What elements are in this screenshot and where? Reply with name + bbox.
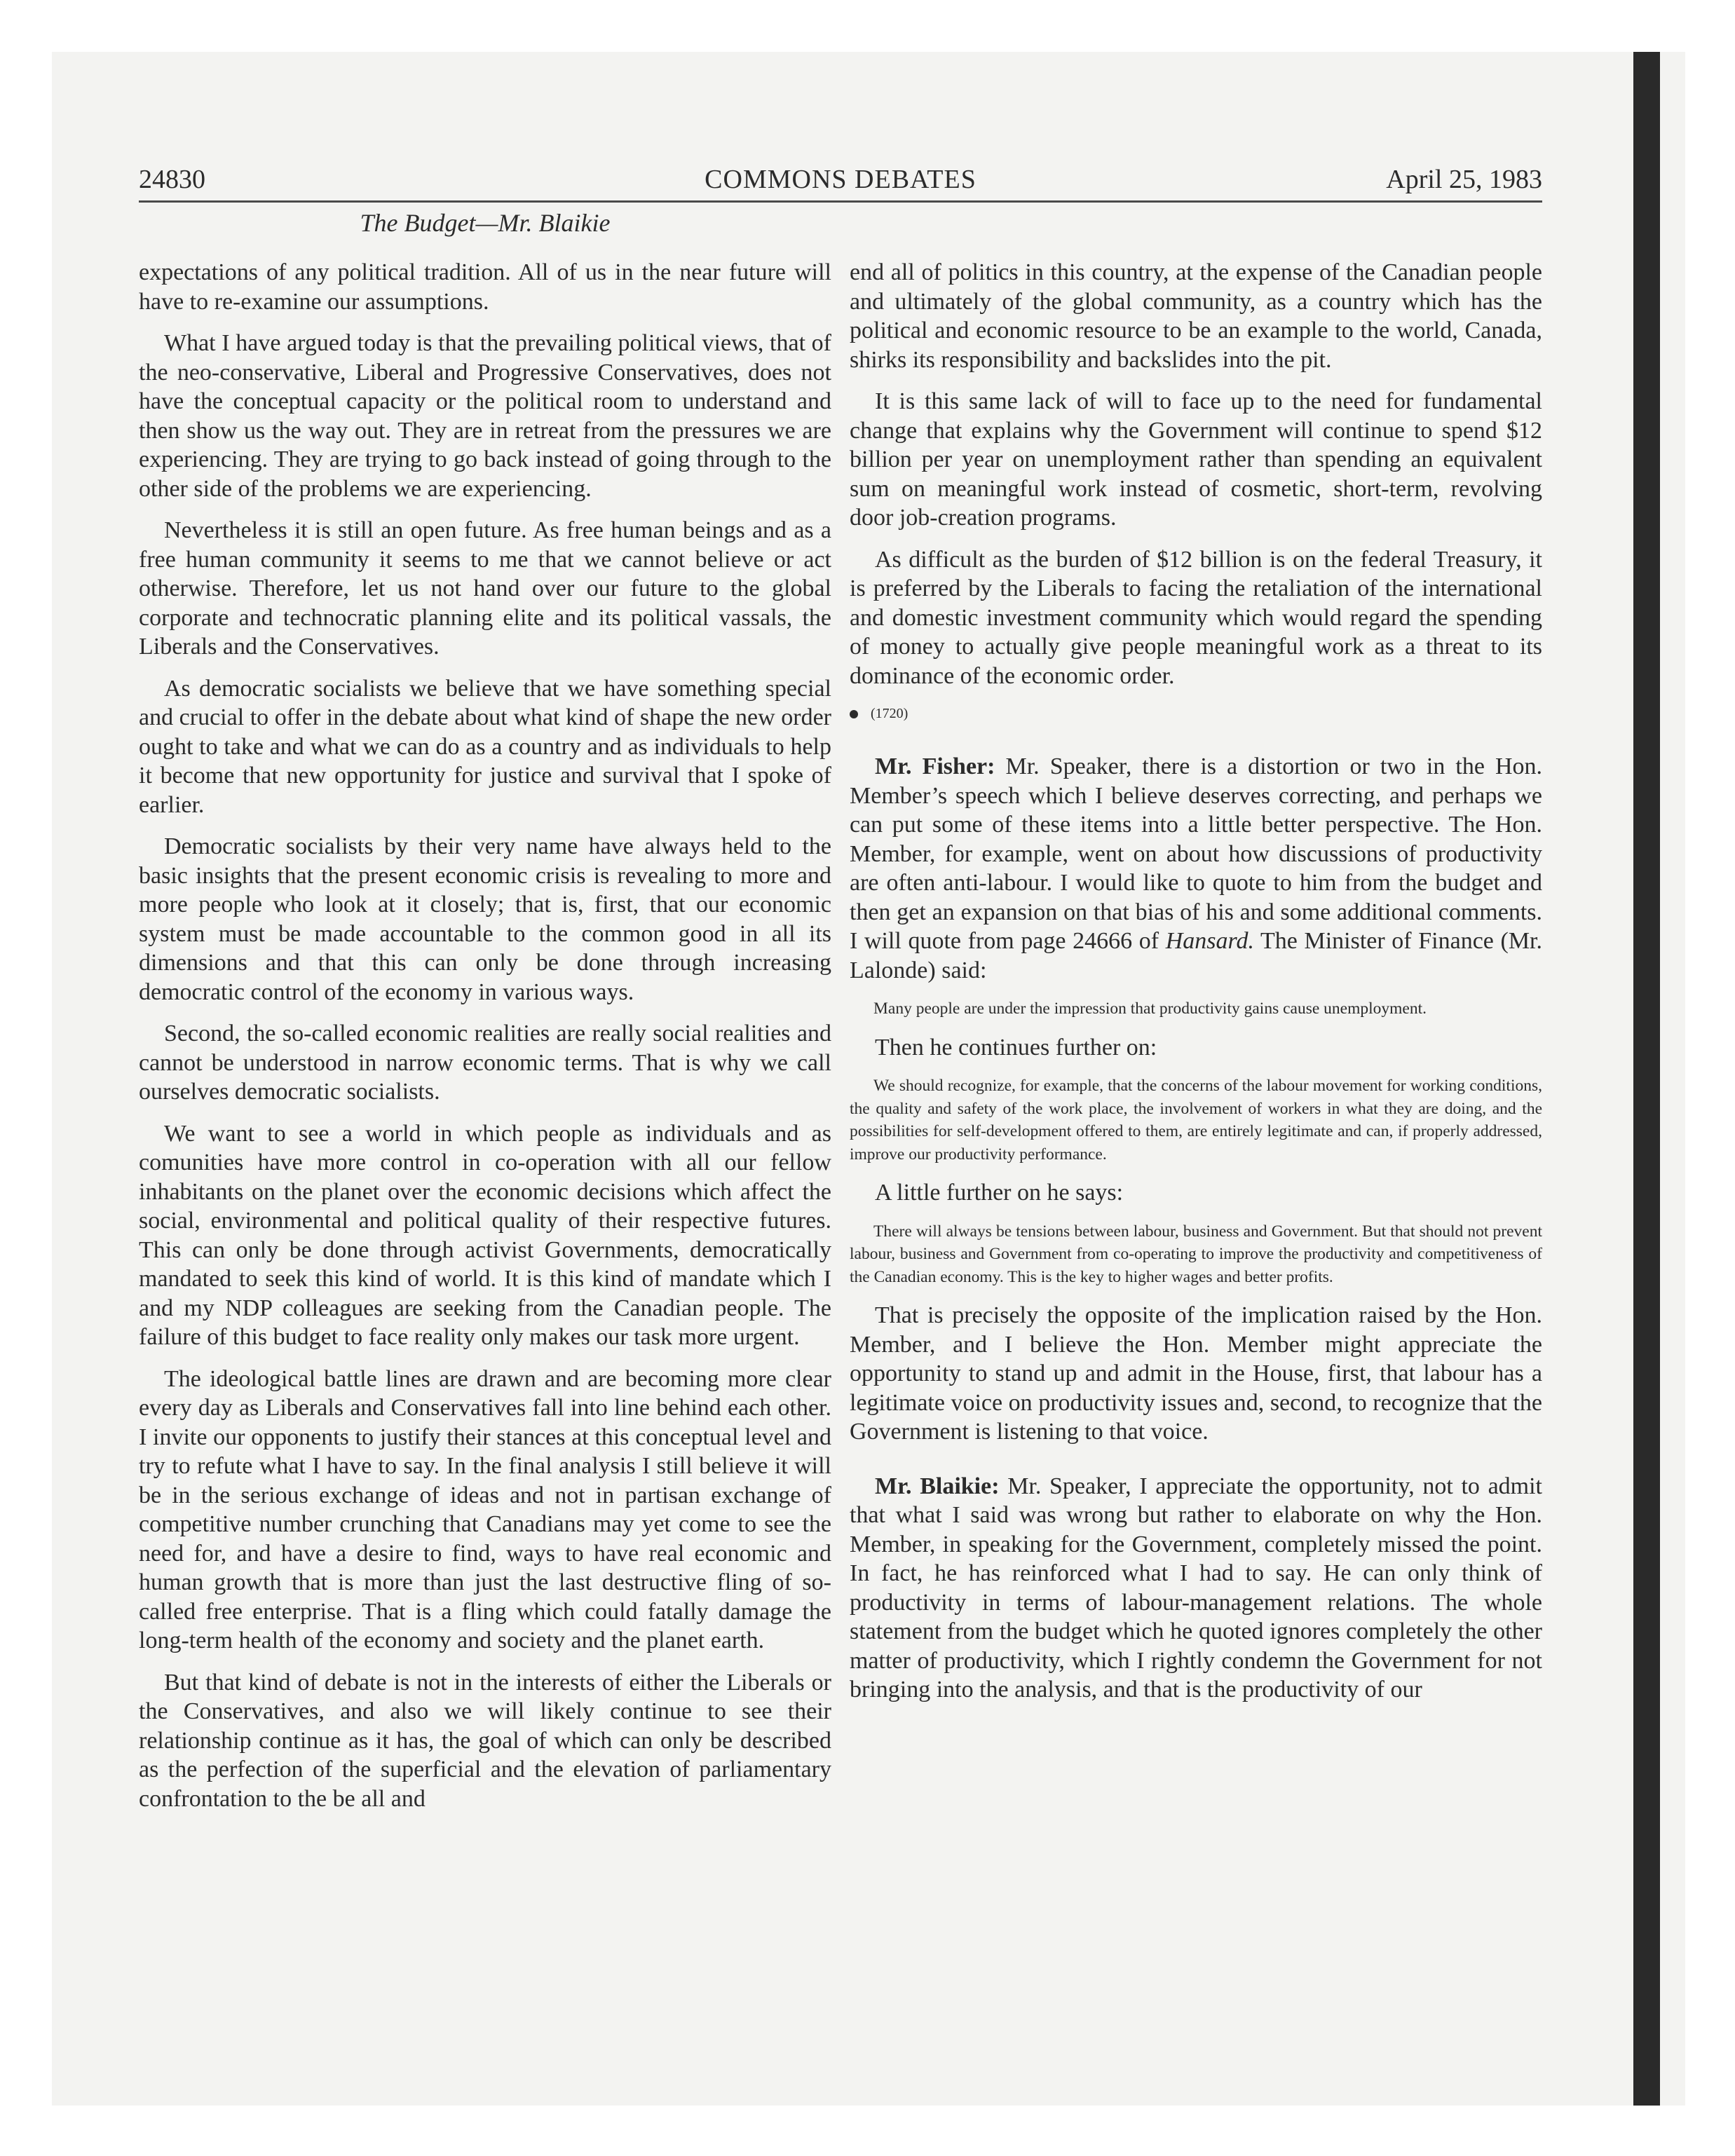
paragraph: expectations of any political tradition. All of us in the near future will have to re-examine our assumptions. [139, 259, 831, 315]
speaker-name: Mr. Blaikie: [875, 1473, 1000, 1499]
binding-edge [1633, 52, 1660, 2106]
paragraph: Then he continues further on: [875, 1034, 1157, 1060]
page-header [139, 164, 1542, 203]
paragraph: As democratic socialists we believe that we have something special and crucial to offer in the debate about what kind of shape the new order ought to take and what we can do as a country and as individuals to help it become that new opportunity for justice and survival that I spoke of earlier. [139, 675, 831, 818]
speech-blaikie [850, 1472, 1542, 1705]
paragraph: A little further on he says: [875, 1180, 1124, 1206]
paragraph: It is this same lack of will to face up to the need for fundamental change that explains why the Government will continue to spend $12 billion per year on unemployment rather than spending an equivalent sum on meaningful work instead of cosmetic, short-term, revolving door job-creation programs. [850, 388, 1542, 531]
speech-text: The Minister of Finance (Mr. Lalonde) said: [850, 928, 1542, 983]
speech-fisher [850, 752, 1542, 985]
left-column [139, 258, 831, 1826]
paragraph: What I have argued today is that the prevailing political views, that of the neo-conservative, Liberal and Progressive Conservatives, does not have the conceptual capacity or the political room to understand and then show us the way out. They are in retreat from the pressures we are experiencing. They are trying to go back instead of going through to the other side of the problems we are experiencing. [139, 330, 831, 502]
speaker-name: Mr. Fisher: [875, 753, 995, 779]
block-quote: We should recognize, for example, that the concerns of the labour movement for working conditions, the quality and safety of the work place, the involvement of workers in what they are doing, and the possibilities for self-development offered to them, are entirely legitimate and can, if properly addressed, improve our productivity performance. [850, 1077, 1542, 1164]
paragraph: Democratic socialists by their very name have always held to the basic insights that the present economic crisis is revealing to more and more people who look at it closely; that is, first, that our economic system must be made accountable to the common good in all its dimensions and that this can only be done through increasing democratic control of the economy in various ways. [139, 833, 831, 1005]
speech-text: Mr. Speaker, there is a distortion or two in the Hon. Member’s speech which I believe deserves correcting, and perhaps we can put some of these items into a little better perspective. The Hon. Member, for example, went on about how discussions of productivity are often anti-labour. I would like to quote to him from the budget and then get an expansion on that bias of his and some additional comments. I will quote from page 24666 of [850, 753, 1542, 954]
time-marker-label: (1720) [871, 706, 909, 721]
speech-text: Mr. Speaker, I appreciate the opportunity, not to admit that what I said was wrong but rather to elaborate on why the Hon. Member, in speaking for the Government, completely missed the point. In fact, he has reinforced what I had to say. He can only think of productivity in terms of labour-management relations. The whole statement from the budget which he quoted ignores completely the other matter of productivity, which I rightly condemn the Government for not bringing into the analysis, and that is the productivity of our [850, 1473, 1543, 1703]
paragraph: The ideological battle lines are drawn and are becoming more clear every day as Liberals and Conservatives fall into line behind each other. I invite our opponents to justify their stances at this conceptual level and try to refute what I have to say. In the final analysis I still believe it will be in the serious exchange of ideas and not in partisan exchange of competitive number crunching that Canadians may yet come to see the need for, and have a desire to find, ways to have real economic and human growth that is more than just the last destructive fling of so-called free enterprise. That is a fling which could fatally damage the long-term health of the economy and society and the planet earth. [139, 1365, 831, 1653]
page-number: 24830 [139, 165, 205, 194]
block-quote: Many people are under the impression that productivity gains cause unemployment. [873, 999, 1427, 1018]
block-quote: There will always be tensions between labour, business and Government. But that should not prevent labour, business and Government from co-operating to improve the productivity and competitiveness of the Canadian economy. This is the key to higher wages and better profits. [850, 1222, 1542, 1286]
time-marker [850, 703, 1542, 724]
paragraph: Second, the so-called economic realities are really social realities and cannot be understood in narrow economic terms. That is why we call ourselves democratic socialists. [139, 1021, 831, 1105]
right-column [850, 258, 1542, 1717]
paragraph: end all of politics in this country, at the expense of the Canadian people and ultimately of the global community, as a country which has the political and economic resource to be an example to the world, Canada, shirks its responsibility and backslides into the pit. [850, 259, 1542, 373]
paragraph: But that kind of debate is not in the interests of either the Liberals or the Conservatives, and also we will likely continue to see their relationship continue as it has, the goal of which can only be described as the perfection of the superficial and the elevation of parliamentary confrontation to the be all and [139, 1669, 831, 1812]
bullet-icon [850, 710, 858, 718]
paragraph: Nevertheless it is still an open future. As free human beings and as a free human community it seems to me that we cannot believe or act otherwise. Therefore, let us not hand over our future to the global corporate and technocratic planning elite and its political vassals, the Liberals and the Conservatives. [139, 517, 831, 660]
publication-name: Hansard. [1165, 928, 1254, 954]
paragraph: That is precisely the opposite of the implication raised by the Hon. Member, and I believe the Hon. Member might appreciate the opportunity to stand up and admit in the House, first, that labour has a legitimate voice on productivity issues and, second, to recognize that the Government is listening to that voice. [850, 1302, 1542, 1445]
paragraph: As difficult as the burden of $12 billion is on the federal Treasury, it is preferred by the Liberals to facing the retaliation of the international and domestic investment community which would regard the spending of money to actually give people meaningful work as a threat to its dominance of the economic order. [850, 546, 1542, 689]
publication-date: April 25, 1983 [1386, 165, 1542, 194]
paragraph: We want to see a world in which people as individuals and as comunities have more control in co-operation with all our fellow inhabitants on the planet over the economic decisions which affect the social, environmental and political quality of their respective futures. This can only be done through activist Governments, democratically mandated to seek this kind of world. It is this kind of mandate which I and my NDP colleagues are seeking from the Canadian people. The failure of this budget to face reality only makes our task more urgent. [139, 1120, 831, 1350]
running-head: The Budget—Mr. Blaikie [360, 209, 611, 237]
publication-title: COMMONS DEBATES [705, 165, 977, 194]
